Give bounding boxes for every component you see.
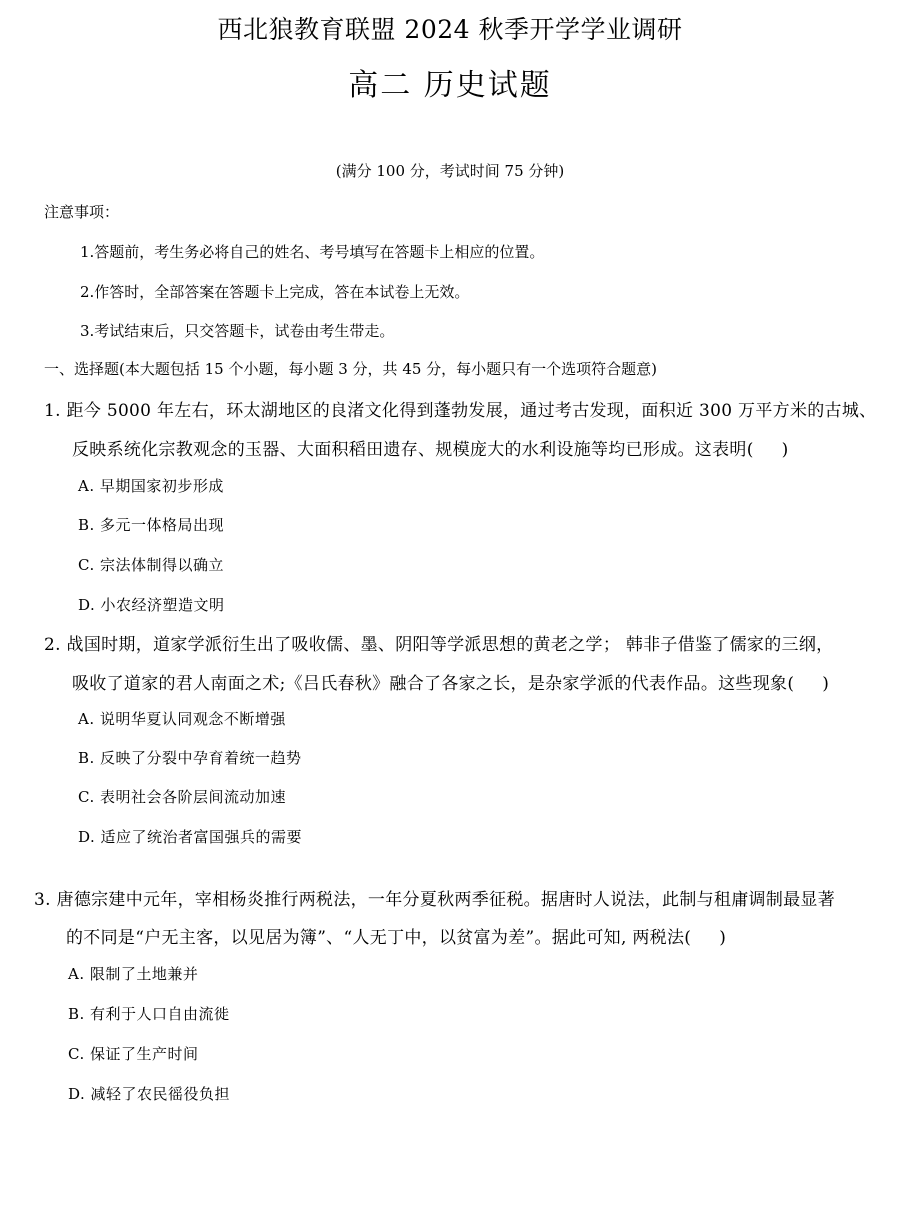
question-1-option-a: A. 早期国家初步形成 <box>78 477 224 495</box>
section-heading: 一、选择题(本大题包括 15 个小题，每小题 3 分，共 45 分，每小题只有一个选项符合题意) <box>44 360 658 378</box>
question-2-option-c: C. 表明社会各阶层间流动加速 <box>78 788 286 806</box>
question-1-option-c: C. 宗法体制得以确立 <box>78 556 224 574</box>
exam-title: 西北狼教育联盟 2024 秋季开学学业调研 <box>217 15 683 44</box>
question-2-option-b: B. 反映了分裂中孕育着统一趋势 <box>78 749 302 767</box>
notice-label: 注意事项： <box>44 203 120 221</box>
question-3-line-2: 的不同是“户无主客，以见居为簿”、“人无丁中，以贫富为差”。据此可知, 两税法( ) <box>66 928 727 948</box>
notice-item: 1.答题前，考生务必将自己的姓名、考号填写在答题卡上相应的位置。 <box>80 243 545 261</box>
question-1-option-d: D. 小农经济塑造文明 <box>78 596 225 614</box>
question-3-option-d: D. 减轻了农民徭役负担 <box>68 1085 231 1103</box>
question-2-line-2: 吸收了道家的君人南面之术;《吕氏春秋》融合了各家之长，是杂家学派的代表作品。这些现象( ) <box>72 674 830 694</box>
question-3-option-a: A. 限制了土地兼并 <box>68 965 199 983</box>
exam-subtitle: 高二 历史试题 <box>348 68 552 103</box>
question-1-line-1: 1. 距今 5000 年左右，环太湖地区的良渚文化得到蓬勃发展，通过考古发现，面积近 300 万平方米的古城、 <box>44 401 877 421</box>
notice-item: 2.作答时，全部答案在答题卡上完成，答在本试卷上无效。 <box>80 283 470 301</box>
question-1-option-b: B. 多元一体格局出现 <box>78 516 225 534</box>
question-2-option-a: A. 说明华夏认同观念不断增强 <box>78 710 286 728</box>
notice-item: 3.考试结束后，只交答题卡，试卷由考生带走。 <box>80 322 395 340</box>
exam-meta: (满分 100 分，考试时间 75 分钟) <box>335 162 565 180</box>
question-3-line-1: 3. 唐德宗建中元年，宰相杨炎推行两税法，一年分夏秋两季征税。据唐时人说法，此制与租庸调制最显著 <box>34 890 836 910</box>
question-3-option-b: B. 有利于人口自由流徙 <box>68 1005 230 1023</box>
question-2-option-d: D. 适应了统治者富国强兵的需要 <box>78 828 303 846</box>
question-2-line-1: 2. 战国时期，道家学派衍生出了吸收儒、墨、阴阳等学派思想的黄老之学； 韩非子借鉴了儒家的三纲， <box>44 635 834 655</box>
question-1-line-2: 反映系统化宗教观念的玉器、大面积稻田遗存、规模庞大的水利设施等均已形成。这表明( ) <box>72 440 789 460</box>
question-3-option-c: C. 保证了生产时间 <box>68 1045 199 1063</box>
